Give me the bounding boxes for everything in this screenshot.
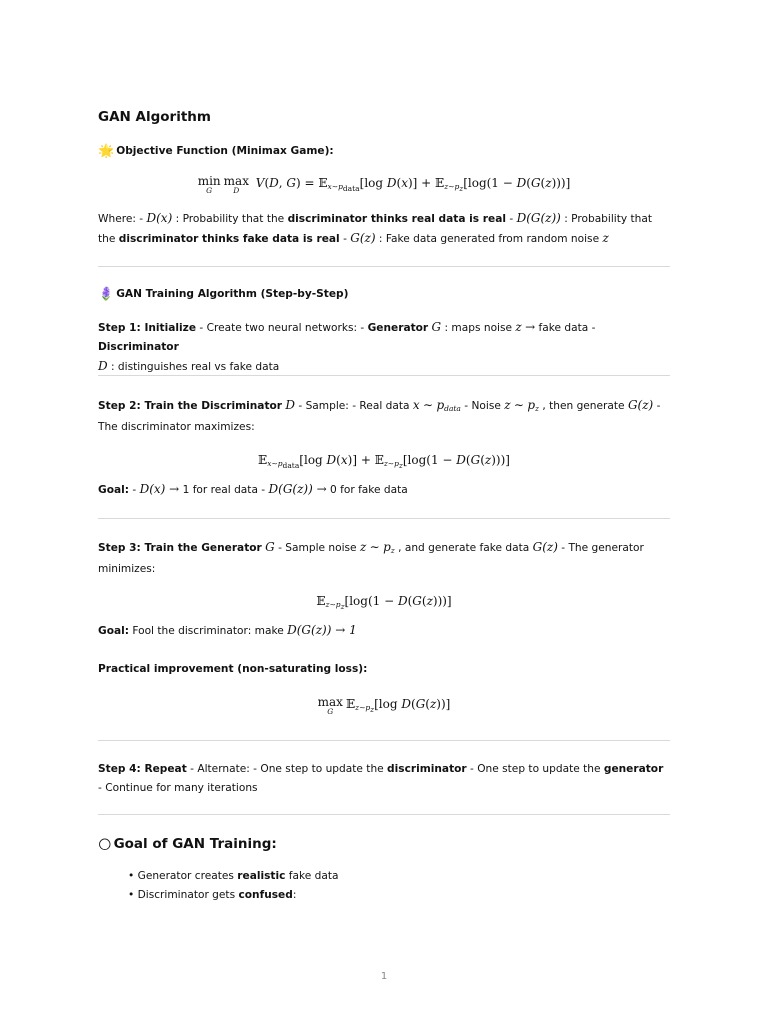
practical-improvement-heading: Practical improvement (non-saturating loss): xyxy=(98,663,368,675)
page-number: 1 xyxy=(380,971,388,982)
divider xyxy=(98,375,670,376)
goal-bullet-list xyxy=(128,867,339,905)
divider xyxy=(98,518,670,519)
sun-emoji-icon: 🌟 xyxy=(98,144,115,159)
divider xyxy=(98,740,670,741)
list-item: • Discriminator gets confused: xyxy=(128,889,297,901)
generator-objective-equation: 𝔼$_{z\sim p_z}$[log(1 − D(G(z)))] xyxy=(316,594,452,611)
non-saturating-loss-equation: max G 𝔼$_{z\sim p_z}$[log D(G(z))] xyxy=(317,695,451,716)
training-heading: 🪻 GAN Training Algorithm (Step-by-Step) xyxy=(98,287,349,302)
goal-heading: 🌕 Goal of GAN Training: xyxy=(98,836,277,853)
herb-emoji-icon: 🪻 xyxy=(98,287,115,302)
step2-text: Step 2: Train the Discriminator D - Sample: - Real data x ∼ $p_{data}$ - Noise z ∼ $p_z$ , then generate G(z) - The discriminator maximizes: xyxy=(98,398,661,433)
step3-text: Step 3: Train the Generator G - Sample noise z ∼ $p_z$ , and generate fake data G(z) - The generator minimizes: xyxy=(98,540,644,575)
moon-emoji-icon: 🌕 xyxy=(98,838,112,853)
step4-text: Step 4: Repeat - Alternate: - One step to update the discriminator - One step to update the generator - Continue for many iterations xyxy=(98,763,664,794)
list-item: • Generator creates realistic fake data xyxy=(128,870,339,882)
document-title: GAN Algorithm xyxy=(98,109,211,125)
divider xyxy=(98,814,670,815)
objective-where-text: Where: - D(x) : Probability that the discriminator thinks real data is real - D(G(z)) : Probability that the discriminator thinks fake data is real - G(z) : Fake data generated from random noise z xyxy=(98,211,653,245)
divider xyxy=(98,266,670,267)
minimax-equation: min G max D V(D, G) = 𝔼$_{x\sim p_{data}}$[log D(x)] + 𝔼$_{z\sim p_z}$[log(1 − D(G(z)))] xyxy=(197,174,571,195)
step3-goal: Goal: Fool the discriminator: make D(G(z)) → 1 xyxy=(98,623,357,637)
step2-goal: Goal: - D(x) → 1 for real data - D(G(z)) → 0 for fake data xyxy=(98,482,408,496)
objective-heading: 🌟 Objective Function (Minimax Game): xyxy=(98,144,334,159)
step1-text: Step 1: Initialize - Create two neural networks: - Generator G : maps noise z → fake data - Discriminator D : distinguishes real vs fake data xyxy=(98,320,596,373)
discriminator-objective-equation: 𝔼$_{x\sim p_{data}}$[log D(x)] + 𝔼$_{z\sim p_z}$[log(1 − D(G(z)))] xyxy=(258,453,510,470)
